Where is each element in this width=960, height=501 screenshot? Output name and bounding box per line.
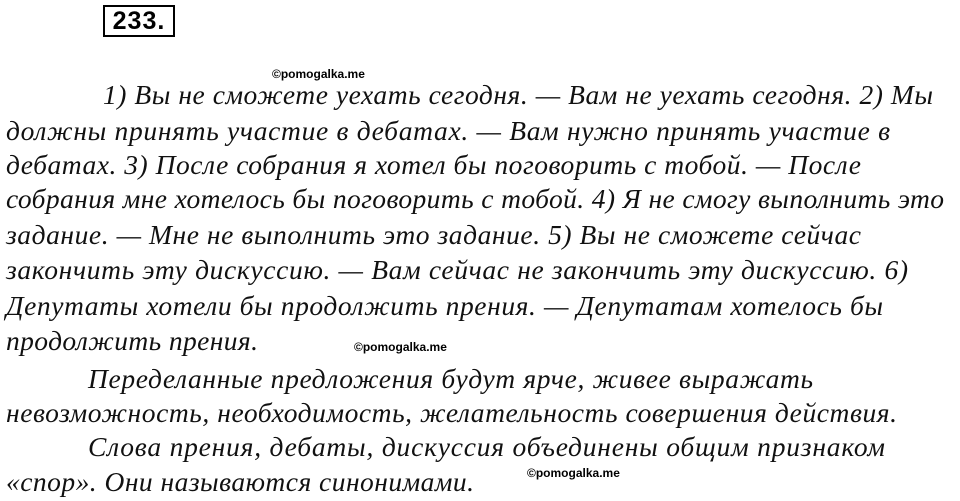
text-line-5: задание. — Мне не выполнить это задание. 5) Вы не сможете сейчас (6, 219, 862, 250)
text-line-3: дебатах. 3) После собрания я хотел бы поговорить с тобой. — После (6, 149, 862, 180)
text-line-1: 1) Вы не сможете уехать сегодня. — Вам не уехать сегодня. 2) Мы (103, 79, 934, 110)
watermark-top: ©pomogalka.me (272, 67, 365, 81)
text-line-8: продолжить прения. (6, 325, 259, 356)
text-line-9: Переделанные предложения будут ярче, живее выражать (88, 363, 814, 394)
text-line-10: невозможность, необходимость, желательность совершения действия. (6, 397, 898, 428)
text-line-2: должны принять участие в дебатах. — Вам нужно принять участие в (6, 115, 891, 146)
watermark-middle: ©pomogalka.me (354, 340, 447, 354)
text-line-6: закончить эту дискуссию. — Вам сейчас не закончить эту дискуссию. 6) (6, 254, 909, 285)
text-line-11: Слова прения, дебаты, дискуссия объединены общим признаком (88, 431, 886, 462)
text-line-7: Депутаты хотели бы продолжить прения. — Депутатам хотелось бы (6, 290, 884, 321)
watermark-bottom: ©pomogalka.me (527, 466, 620, 480)
exercise-number: 233. (103, 5, 175, 37)
text-line-12: «спор». Они называются синонимами. (6, 466, 475, 497)
text-line-4: собрания мне хотелось бы поговорить с тобой. 4) Я не смогу выполнить это (6, 183, 945, 214)
